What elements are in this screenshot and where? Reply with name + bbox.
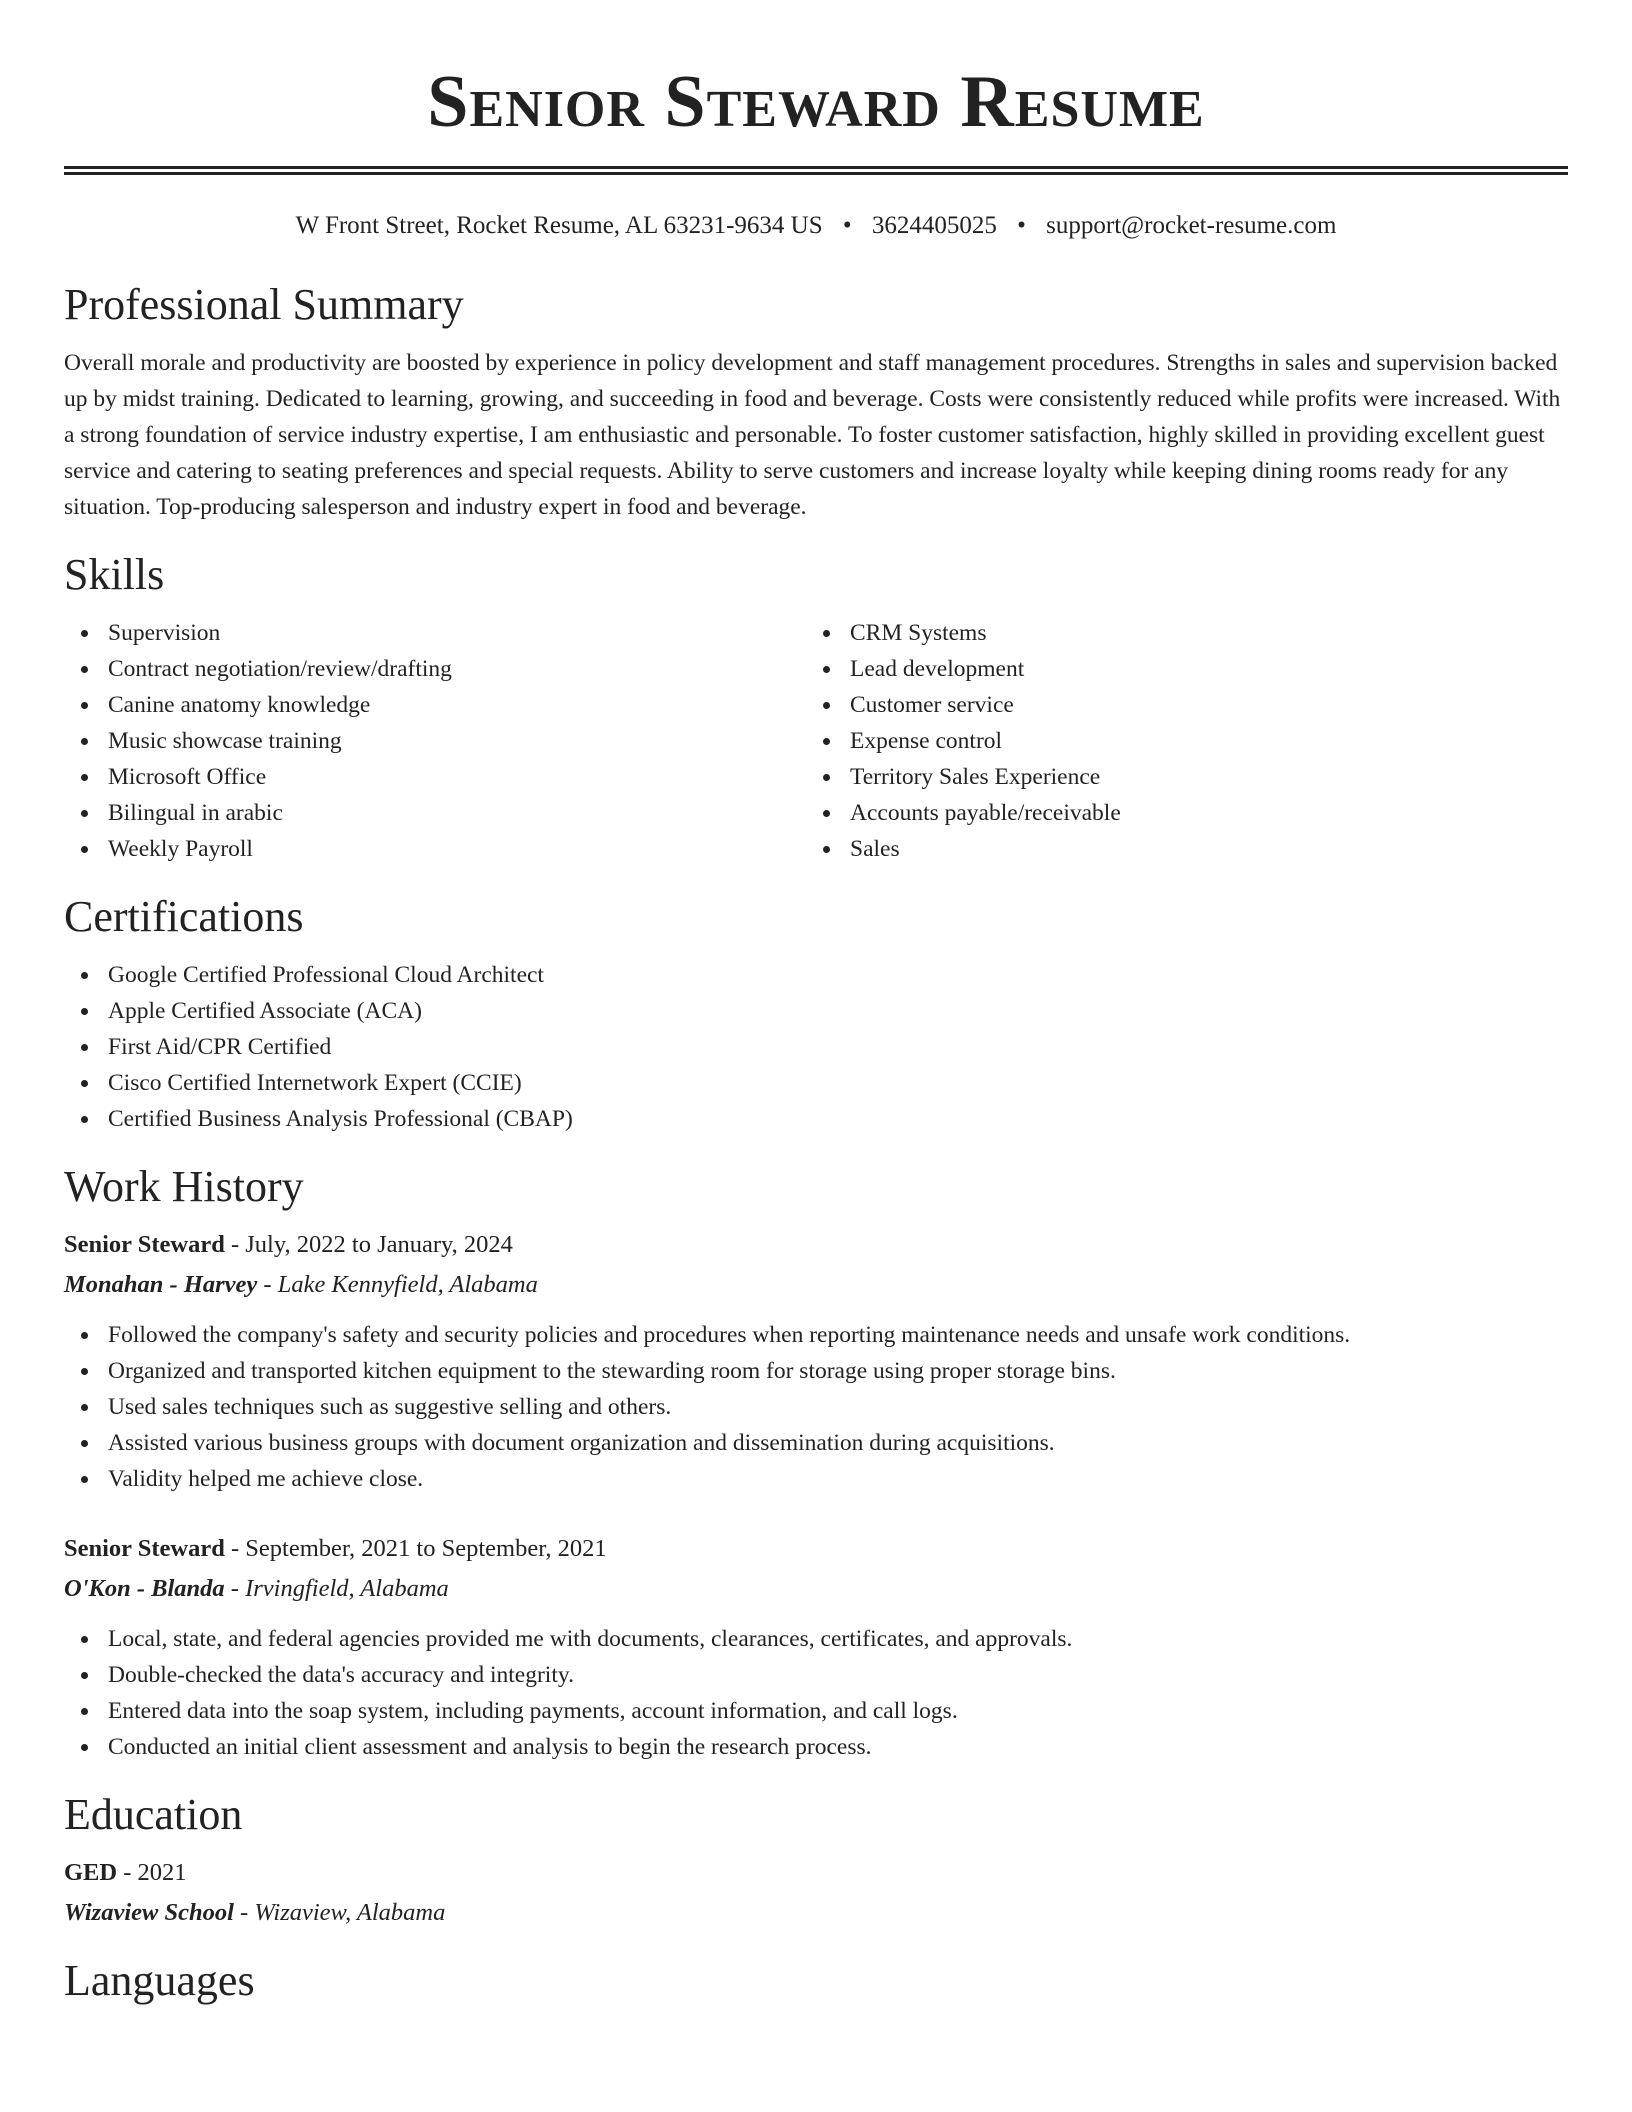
- skill-item: Supervision: [64, 615, 806, 651]
- job-bullet: Conducted an initial client assessment and analysis to begin the research process.: [64, 1729, 1568, 1765]
- summary-text: Overall morale and productivity are boosted by experience in policy development and staff management procedures. Strengths in sales and supervision backed up by midst training. Dedicated to learning, growing, and succeeding in food and beverage. Costs were consistently reduced while profits were increased. With a strong foundation of service industry expertise, I am enthusiastic and personable. To foster customer satisfaction, highly skilled in providing excellent guest service and catering to seating preferences and special requests. Ability to serve customers and increase loyalty while keeping dining rooms ready for any situation. Top-producing salesperson and industry expert in food and beverage.: [64, 350, 1561, 520]
- certification-item: Apple Certified Associate (ACA): [64, 993, 1568, 1029]
- skill-item: Music showcase training: [64, 723, 806, 759]
- job-bullet: Followed the company's safety and security policies and procedures when reporting maintenance needs and unsafe work conditions.: [64, 1317, 1568, 1353]
- certification-item: Cisco Certified Internetwork Expert (CCIE): [64, 1065, 1568, 1101]
- job-title-line: Senior Steward - September, 2021 to September, 2021: [64, 1535, 607, 1562]
- skill-item: Microsoft Office: [64, 759, 806, 795]
- contact-email: support@rocket-resume.com: [1046, 212, 1337, 239]
- skill-item: Bilingual in arabic: [64, 795, 806, 831]
- job-bullets: [64, 1621, 1568, 1765]
- skills-list-left: [64, 615, 806, 867]
- skill-item: Weekly Payroll: [64, 831, 806, 867]
- contact-address: W Front Street, Rocket Resume, AL 63231-9634 US: [295, 212, 823, 239]
- contact-line: [64, 211, 1568, 241]
- job-title: Senior Steward: [64, 1535, 225, 1562]
- job-company: Monahan - Harvey: [64, 1271, 258, 1298]
- title-divider-top: [64, 166, 1568, 169]
- skills-columns: [64, 615, 1568, 867]
- job-company-line: O'Kon - Blanda - Irvingfield, Alabama: [64, 1575, 449, 1602]
- work-history-heading: Work History: [64, 1162, 304, 1211]
- job-entry: [64, 1531, 1568, 1765]
- education-location: Wizaview, Alabama: [254, 1899, 446, 1926]
- contact-separator: •: [1017, 212, 1026, 239]
- resume-title: Senior Steward Resume: [427, 61, 1205, 143]
- skills-heading: Skills: [64, 550, 165, 599]
- skill-item: Customer service: [806, 687, 1548, 723]
- skill-item: Accounts payable/receivable: [806, 795, 1548, 831]
- education-school: Wizaview School: [64, 1899, 234, 1926]
- job-entry: [64, 1227, 1568, 1497]
- languages-heading: Languages: [64, 1956, 255, 2005]
- job-company: O'Kon - Blanda: [64, 1575, 225, 1602]
- job-location: Lake Kennyfield, Alabama: [277, 1271, 538, 1298]
- education-school-line: Wizaview School - Wizaview, Alabama: [64, 1899, 446, 1926]
- education-degree-line: GED - 2021: [64, 1859, 187, 1886]
- certification-item: First Aid/CPR Certified: [64, 1029, 1568, 1065]
- job-title: Senior Steward: [64, 1231, 225, 1258]
- job-company-line: Monahan - Harvey - Lake Kennyfield, Alabama: [64, 1271, 538, 1298]
- skill-item: Territory Sales Experience: [806, 759, 1548, 795]
- skill-item: Sales: [806, 831, 1548, 867]
- contact-separator: •: [842, 212, 852, 239]
- job-title-line: Senior Steward - July, 2022 to January, 2024: [64, 1231, 513, 1258]
- skill-item: Canine anatomy knowledge: [64, 687, 806, 723]
- skill-item: Lead development: [806, 651, 1548, 687]
- summary-heading: Professional Summary: [64, 280, 464, 329]
- job-dates: September, 2021 to September, 2021: [245, 1535, 607, 1562]
- skill-item: Contract negotiation/review/drafting: [64, 651, 806, 687]
- education-degree: GED: [64, 1859, 118, 1886]
- certifications-heading: Certifications: [64, 892, 304, 941]
- job-bullet: Assisted various business groups with document organization and dissemination during acquisitions.: [64, 1425, 1568, 1461]
- skill-item: Expense control: [806, 723, 1548, 759]
- job-bullets: [64, 1317, 1568, 1497]
- contact-phone: 3624405025: [871, 212, 997, 239]
- job-bullet: Validity helped me achieve close.: [64, 1461, 1568, 1497]
- job-dates: July, 2022 to January, 2024: [245, 1231, 513, 1258]
- certifications-list: [64, 957, 1568, 1137]
- education-heading: Education: [64, 1790, 243, 1839]
- title-divider-bottom: [64, 172, 1568, 175]
- certification-item: Google Certified Professional Cloud Architect: [64, 957, 1568, 993]
- job-bullet: Used sales techniques such as suggestive selling and others.: [64, 1389, 1568, 1425]
- skills-list-right: [806, 615, 1548, 867]
- skill-item: CRM Systems: [806, 615, 1548, 651]
- job-bullet: Entered data into the soap system, including payments, account information, and call logs.: [64, 1693, 1568, 1729]
- job-location: Irvingfield, Alabama: [245, 1575, 449, 1602]
- job-bullet: Double-checked the data's accuracy and integrity.: [64, 1657, 1568, 1693]
- education-year: 2021: [137, 1859, 187, 1886]
- job-bullet: Local, state, and federal agencies provided me with documents, clearances, certificates, and approvals.: [64, 1621, 1568, 1657]
- job-bullet: Organized and transported kitchen equipment to the stewarding room for storage using proper storage bins.: [64, 1353, 1568, 1389]
- certification-item: Certified Business Analysis Professional (CBAP): [64, 1101, 1568, 1137]
- education-entry: [64, 1855, 1568, 1931]
